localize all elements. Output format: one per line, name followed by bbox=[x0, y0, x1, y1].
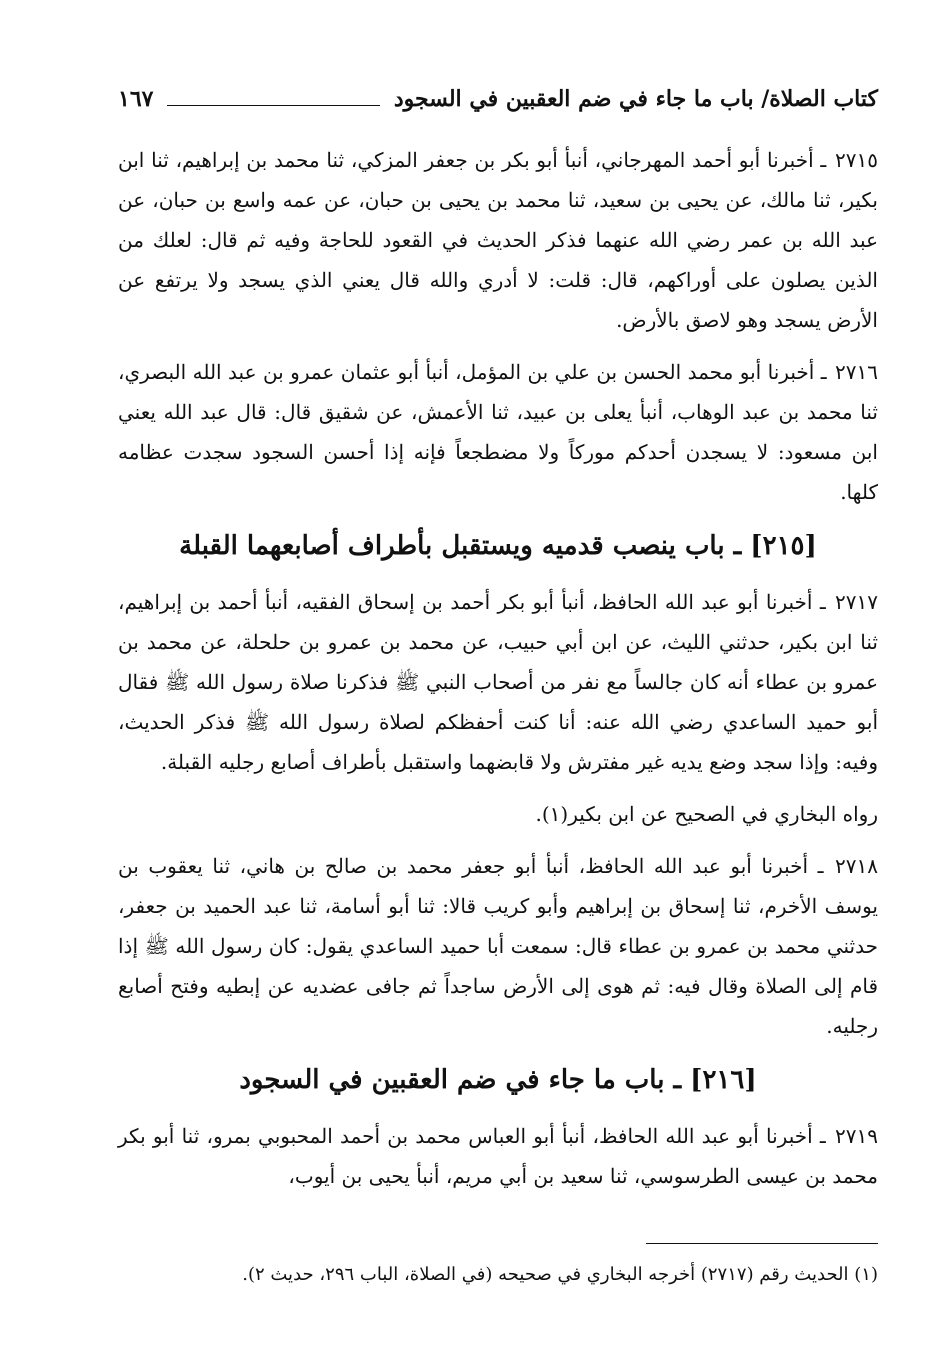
hadith-paragraph bbox=[118, 140, 878, 340]
hadith-text: ـ أخبرنا أبو عبد الله الحافظ، أنبأ أبو جعفر محمد بن صالح بن هاني، ثنا يعقوب بن يوسف الأخرم، ثنا إسحاق بن إبراهيم وأبو كريب قالا: ثنا أبو أسامة، ثنا عبد الحميد بن جعفر، حدثني محمد بن عمرو بن عطاء قال: سمعت أبا حميد الساعدي يقول: كان رسول الله ﷺ إذا قام إلى الصلاة وقال فيه: ثم هوى إلى الأرض ساجداً ثم جافى عضديه عن إبطيه وفتح أصابع رجليه. bbox=[118, 854, 878, 1038]
hadith-number: ٢٧١٦ bbox=[835, 360, 879, 384]
hadith-text: ـ أخبرنا أبو عبد الله الحافظ، أنبأ أبو العباس محمد بن أحمد المحبوبي بمرو، ثنا أبو بكر محمد بن عيسى الطرسوسي، ثنا سعيد بن أبي مريم، أنبأ يحيى بن أيوب، bbox=[118, 1124, 878, 1188]
hadith-paragraph bbox=[118, 582, 878, 782]
page-content bbox=[118, 140, 878, 1196]
running-head bbox=[118, 72, 878, 112]
hadith-paragraph bbox=[118, 846, 878, 1046]
hadith-text: ـ أخبرنا أبو عبد الله الحافظ، أنبأ أبو بكر أحمد بن إسحاق الفقيه، أنبأ أحمد بن إبراهيم، ثنا ابن بكير، حدثني الليث، عن ابن أبي حبيب، عن محمد بن عمرو بن حلحلة، عن محمد بن عمرو بن عطاء أنه كان جالساً مع نفر من أصحاب النبي ﷺ فذكرنا صلاة رسول الله ﷺ فقال أبو حميد الساعدي رضي الله عنه: أنا كنت أحفظكم لصلاة رسول الله ﷺ فذكر الحديث، وفيه: وإذا سجد وضع يديه غير مفترش ولا قابضهما واستقبل بأطراف أصابع رجليه القبلة. bbox=[118, 590, 878, 774]
hadith-text: ـ أخبرنا أبو محمد الحسن بن علي بن المؤمل، أنبأ أبو عثمان عمرو بن عبد الله البصري، ثنا محمد بن عبد الوهاب، أنبأ يعلى بن عبيد، ثنا الأعمش، عن شقيق قال: قال عبد الله يعني ابن مسعود: لا يسجدن أحدكم موركاً ولا مضطجعاً فإنه إذا أحسن السجود سجدت عظامه كلها. bbox=[118, 360, 878, 504]
attribution-paragraph bbox=[118, 794, 878, 834]
page-number: ١٦٧ bbox=[118, 86, 154, 112]
header-rule bbox=[167, 105, 379, 106]
hadith-number: ٢٧١٩ bbox=[835, 1124, 878, 1148]
running-title: كتاب الصلاة/ باب ما جاء في ضم العقبين في السجود bbox=[393, 86, 878, 112]
section-heading-215: [٢١٥] ـ باب ينصب قدميه ويستقبل بأطراف أصابعهما القبلة bbox=[179, 531, 817, 561]
footnote-rule bbox=[646, 1243, 878, 1244]
hadith-number: ٢٧١٨ bbox=[835, 854, 879, 878]
attribution-text: رواه البخاري في الصحيح عن ابن بكير(١). bbox=[535, 802, 878, 826]
hadith-text: ـ أخبرنا أبو أحمد المهرجاني، أنبأ أبو بكر بن جعفر المزكي، ثنا محمد بن إبراهيم، ثنا ابن بكير، ثنا مالك، عن يحيى بن سعيد، ثنا محمد بن يحيى بن حبان، عن عمه واسع بن حبان، عن عبد الله بن عمر رضي الله عنهما فذكر الحديث في القعود للحاجة وفيه ثم قال: لعلك من الذين يصلون على أوراكهم، قال: قلت: لا أدري والله قال يعني الذي يسجد ولا يرتفع عن الأرض يسجد وهو لاصق بالأرض. bbox=[118, 148, 878, 332]
footnote: (١) الحديث رقم (٢٧١٧) أخرجه البخاري في صحيحه (في الصلاة، الباب ٢٩٦، حديث ٢). bbox=[242, 1264, 878, 1285]
hadith-number: ٢٧١٧ bbox=[835, 590, 878, 614]
hadith-paragraph bbox=[118, 1116, 878, 1196]
hadith-paragraph bbox=[118, 352, 878, 512]
hadith-number: ٢٧١٥ bbox=[835, 148, 878, 172]
section-heading-216: [٢١٦] ـ باب ما جاء في ضم العقبين في السجود bbox=[239, 1065, 757, 1095]
